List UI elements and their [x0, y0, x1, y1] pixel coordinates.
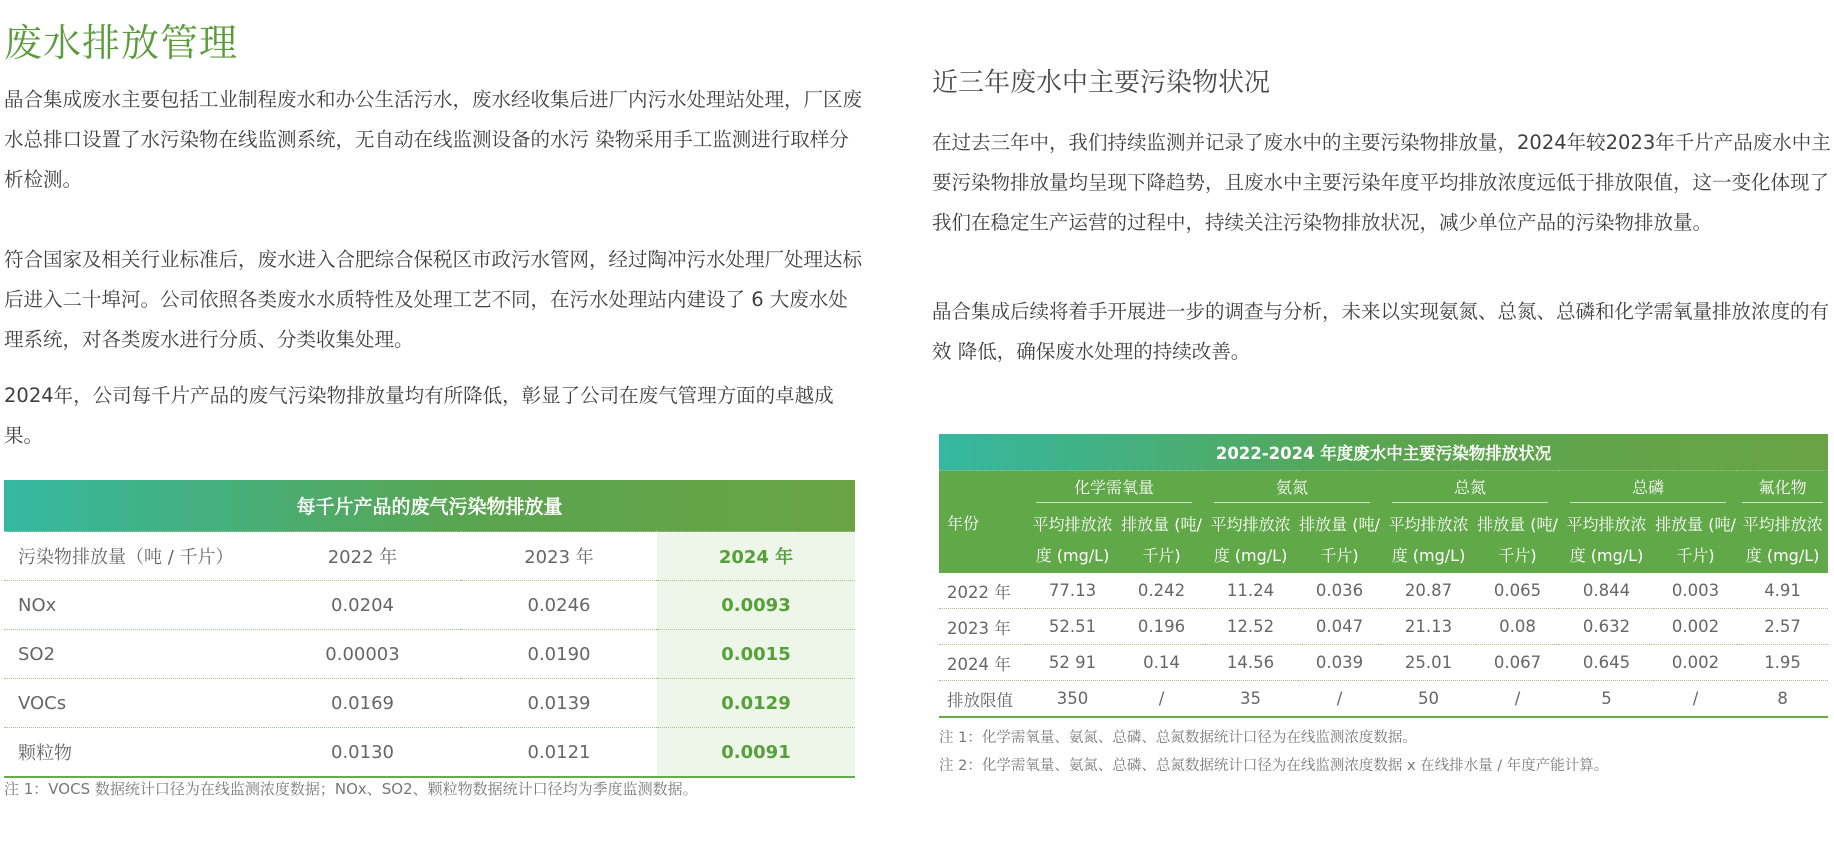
- table-cell: 5: [1559, 681, 1654, 718]
- table-cell: 2022 年: [939, 573, 1025, 609]
- emission-table-note: 注 1：VOCS 数据统计口径为在线监测浓度数据；NOx、SO2、颗粒物数据统计口径均为季度监测数据。: [4, 780, 698, 798]
- improvement-paragraph: 晶合集成后续将着手开展进一步的调查与分析，未来以实现氨氮、总氮、总磷和化学需氧量排放浓度的有效 降低，确保废水处理的持续改善。: [932, 300, 1830, 363]
- table-cell: 0.039: [1298, 645, 1381, 681]
- monitoring-paragraph: 在过去三年中，我们持续监测并记录了废水中的主要污染物排放量，2024年较2023年千片产品废水中主要污染物排放量均呈现下降趋势，且废水中主要污染年度平均排放浓度远低于排放限值，这一变化体现了我们在稳定生产运营的过程中，持续关注污染物排放状况，减少单位产品的污染物排放量。: [932, 131, 1831, 234]
- table-cell: 0.047: [1298, 609, 1381, 645]
- sub-header: 平均排放浓度 (mg/L): [1025, 507, 1120, 573]
- table-cell: 52.51: [1025, 609, 1120, 645]
- table-cell: 0.002: [1654, 645, 1737, 681]
- table-cell: 77.13: [1025, 573, 1120, 609]
- table-cell: 11.24: [1203, 573, 1298, 609]
- table-cell: 52 91: [1025, 645, 1120, 681]
- table-cell: VOCs: [4, 679, 264, 728]
- group-header: 总磷: [1570, 475, 1727, 503]
- wastewater-note-1: 注 1：化学需氧量、氨氮、总磷、总氮数据统计口径为在线监测浓度数据。: [939, 730, 1417, 746]
- table-row: [4, 679, 855, 728]
- group-header: 总氮: [1392, 475, 1549, 503]
- table-cell: 0.0246: [461, 581, 657, 630]
- table-cell: 0.00003: [264, 630, 461, 679]
- table-cell: 21.13: [1381, 609, 1476, 645]
- header-cell: 2022 年: [264, 532, 461, 581]
- group-header: 氨氮: [1214, 475, 1371, 503]
- section-title: 近三年废水中主要污染物状况: [932, 68, 1271, 98]
- wastewater-table-caption: 2022-2024 年度废水中主要污染物排放状况: [939, 434, 1828, 471]
- sub-header: 排放量 (吨/千片): [1298, 507, 1381, 573]
- emission-table-header: [4, 532, 855, 581]
- table-cell: 0.14: [1120, 645, 1203, 681]
- table-cell: /: [1120, 681, 1203, 718]
- table-cell: 0.0091: [657, 728, 855, 778]
- table-cell: 0.0190: [461, 630, 657, 679]
- sub-header: 平均排放浓度 (mg/L): [1737, 507, 1828, 573]
- table-cell: 0.0015: [657, 630, 855, 679]
- table-cell: /: [1476, 681, 1559, 718]
- page-title: 废水排放管理: [4, 21, 239, 65]
- table-cell: NOx: [4, 581, 264, 630]
- table-row: [4, 630, 855, 679]
- emission-paragraph: 2024年，公司每千片产品的废气污染物排放量均有所降低，彰显了公司在废气管理方面的卓越成果。: [4, 384, 834, 447]
- table-cell: 2024 年: [939, 645, 1025, 681]
- table-cell: SO2: [4, 630, 264, 679]
- treatment-paragraph: 符合国家及相关行业标准后，废水进入合肥综合保税区市政污水管网，经过陶冲污水处理厂处理达标后进入二十埠河。公司依照各类废水水质特性及处理工艺不同，在污水处理站内建设了 6 大废水处理系统，对各类废水进行分质、分类收集处理。: [4, 248, 863, 351]
- table-cell: 0.08: [1476, 609, 1559, 645]
- sub-header: 排放量 (吨/千片): [1476, 507, 1559, 573]
- header-cell: 污染物排放量（吨 / 千片）: [4, 532, 264, 581]
- table-cell: 1.95: [1737, 645, 1828, 681]
- table-cell: 0.0204: [264, 581, 461, 630]
- table-row: [4, 581, 855, 630]
- table-row: [939, 573, 1828, 609]
- table-cell: 25.01: [1381, 645, 1476, 681]
- table-cell: 0.0093: [657, 581, 855, 630]
- emission-table: [4, 480, 855, 778]
- sub-header: 排放量 (吨/千片): [1654, 507, 1737, 573]
- table-cell: 0.0139: [461, 679, 657, 728]
- wastewater-table: [939, 434, 1828, 718]
- wastewater-group-header: [939, 471, 1828, 508]
- group-header: 氟化物: [1742, 475, 1822, 503]
- emission-table-caption: 每千片产品的废气污染物排放量: [4, 480, 855, 532]
- header-cell: 2024 年: [657, 532, 855, 581]
- table-cell: 排放限值: [939, 681, 1025, 718]
- table-cell: 0.0130: [264, 728, 461, 778]
- table-cell: 0.242: [1120, 573, 1203, 609]
- table-cell: 50: [1381, 681, 1476, 718]
- table-cell: 0.196: [1120, 609, 1203, 645]
- intro-paragraph: 晶合集成废水主要包括工业制程废水和办公生活污水，废水经收集后进厂内污水处理站处理，厂区废水总排口设置了水污染物在线监测系统，无自动在线监测设备的水污 染物采用手工监测进行取样分析检测。: [4, 88, 863, 191]
- header-cell: 2023 年: [461, 532, 657, 581]
- table-cell: 0.645: [1559, 645, 1654, 681]
- table-row: [939, 609, 1828, 645]
- year-header: 年份: [939, 471, 1025, 574]
- table-cell: 0.844: [1559, 573, 1654, 609]
- table-cell: 0.0129: [657, 679, 855, 728]
- sub-header: 平均排放浓度 (mg/L): [1203, 507, 1298, 573]
- table-cell: 4.91: [1737, 573, 1828, 609]
- table-row: [939, 681, 1828, 718]
- table-cell: 颗粒物: [4, 728, 264, 778]
- table-cell: 2023 年: [939, 609, 1025, 645]
- table-cell: 350: [1025, 681, 1120, 718]
- table-row: [4, 728, 855, 778]
- table-cell: 0.0121: [461, 728, 657, 778]
- sub-header: 平均排放浓度 (mg/L): [1381, 507, 1476, 573]
- table-cell: 0.036: [1298, 573, 1381, 609]
- table-cell: 0.632: [1559, 609, 1654, 645]
- table-cell: 35: [1203, 681, 1298, 718]
- wastewater-sub-header: [939, 507, 1828, 573]
- table-cell: 2.57: [1737, 609, 1828, 645]
- table-cell: 8: [1737, 681, 1828, 718]
- sub-header: 平均排放浓度 (mg/L): [1559, 507, 1654, 573]
- group-header: 化学需氧量: [1036, 475, 1193, 503]
- table-cell: 12.52: [1203, 609, 1298, 645]
- table-row: [939, 645, 1828, 681]
- table-cell: 0.065: [1476, 573, 1559, 609]
- table-cell: /: [1298, 681, 1381, 718]
- table-cell: 0.0169: [264, 679, 461, 728]
- table-cell: 0.002: [1654, 609, 1737, 645]
- table-cell: 20.87: [1381, 573, 1476, 609]
- table-cell: /: [1654, 681, 1737, 718]
- sub-header: 排放量 (吨/千片): [1120, 507, 1203, 573]
- wastewater-note-2: 注 2：化学需氧量、氨氮、总磷、总氮数据统计口径为在线监测浓度数据 x 在线排水量 / 年度产能计算。: [939, 758, 1609, 774]
- table-cell: 0.067: [1476, 645, 1559, 681]
- table-cell: 14.56: [1203, 645, 1298, 681]
- table-cell: 0.003: [1654, 573, 1737, 609]
